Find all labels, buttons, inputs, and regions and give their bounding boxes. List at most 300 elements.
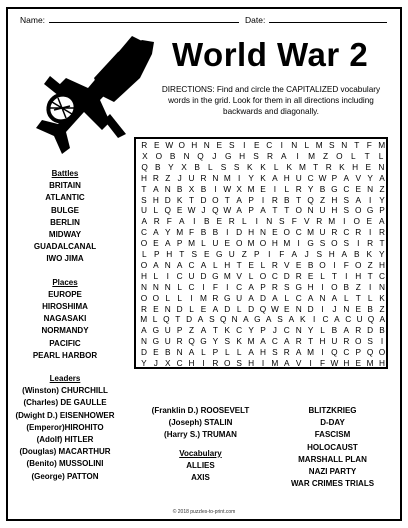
grid-letter[interactable]: T [313,161,319,172]
grid-letter[interactable]: D [248,303,255,314]
grid-letter[interactable]: S [343,238,350,249]
grid-letter[interactable]: M [307,227,315,238]
grid-letter[interactable]: B [379,325,385,336]
grid-letter[interactable]: X [142,150,148,161]
grid-letter[interactable]: M [307,347,315,358]
grid-letter[interactable]: Y [248,172,254,183]
grid-letter[interactable]: G [152,325,160,336]
grid-letter[interactable]: Q [331,347,338,358]
grid-letter[interactable]: O [354,336,362,347]
grid-letter[interactable]: R [331,227,338,238]
grid-letter[interactable]: L [273,161,279,172]
grid-letter[interactable]: U [228,249,235,259]
grid-letter[interactable]: A [341,249,348,259]
grid-letter[interactable]: D [283,270,290,281]
grid-letter[interactable]: L [208,161,213,172]
grid-letter[interactable]: I [166,270,169,281]
grid-letter[interactable]: I [321,303,324,314]
grid-letter[interactable]: X [236,183,242,194]
grid-letter[interactable]: T [189,194,195,205]
grid-letter[interactable]: L [224,347,230,358]
grid-letter[interactable]: I [368,227,372,238]
grid-letter[interactable]: Q [219,314,227,325]
grid-letter[interactable]: Z [379,183,385,194]
grid-letter[interactable]: C [295,227,302,238]
grid-letter[interactable]: P [176,238,183,249]
grid-letter[interactable]: J [304,249,309,259]
grid-letter[interactable]: I [380,336,384,347]
grid-letter[interactable]: E [203,249,210,259]
grid-letter[interactable]: O [354,205,362,216]
grid-letter[interactable]: Y [141,358,147,368]
name-field[interactable] [20,15,239,25]
grid-letter[interactable]: L [248,270,254,281]
grid-letter[interactable]: I [190,292,193,303]
grid-letter[interactable]: D [259,292,266,303]
grid-letter[interactable]: U [140,205,147,216]
grid-letter[interactable]: A [379,314,386,325]
grid-letter[interactable]: U [356,314,363,325]
grid-letter[interactable]: Z [319,194,326,205]
grid-letter[interactable]: Y [379,194,385,205]
grid-letter[interactable]: N [140,336,147,347]
grid-letter[interactable]: H [188,358,195,368]
grid-letter[interactable]: J [201,205,206,216]
grid-letter[interactable]: L [236,303,242,314]
grid-letter[interactable]: S [220,161,227,172]
grid-letter[interactable]: A [212,303,219,314]
grid-letter[interactable]: S [277,314,283,325]
grid-letter[interactable]: A [378,216,385,227]
grid-letter[interactable]: M [200,292,207,303]
grid-letter[interactable]: Z [189,325,195,336]
grid-letter[interactable]: M [328,216,336,227]
grid-letter[interactable]: H [140,172,147,183]
grid-letter[interactable]: M [283,238,291,249]
grid-letter[interactable]: C [345,314,352,325]
grid-letter[interactable]: C [271,336,278,347]
grid-letter[interactable]: T [236,259,242,270]
grid-letter[interactable]: B [319,183,326,194]
grid-letter[interactable]: O [155,150,163,161]
grid-letter[interactable]: A [153,259,159,270]
grid-letter[interactable]: O [259,238,267,249]
grid-letter[interactable]: E [153,140,160,150]
grid-letter[interactable]: U [319,227,326,238]
grid-letter[interactable]: H [248,358,255,368]
grid-letter[interactable]: F [366,140,372,150]
grid-letter[interactable]: O [140,292,148,303]
grid-letter[interactable]: R [325,161,332,172]
grid-letter[interactable]: E [307,270,314,281]
grid-letter[interactable]: F [291,216,297,227]
grid-letter[interactable]: L [378,150,384,161]
grid-letter[interactable]: H [271,238,278,249]
grid-letter[interactable]: G [366,205,374,216]
grid-letter[interactable]: A [141,325,147,336]
grid-letter[interactable]: L [241,216,247,227]
grid-letter[interactable]: G [216,249,223,259]
grid-letter[interactable]: P [248,205,254,216]
grid-letter[interactable]: E [355,303,361,314]
grid-letter[interactable]: T [272,205,278,216]
grid-letter[interactable]: S [228,140,235,150]
grid-letter[interactable]: C [188,259,195,270]
grid-letter[interactable]: K [366,249,373,259]
grid-letter[interactable]: C [176,270,183,281]
grid-letter[interactable]: A [200,259,207,270]
grid-letter[interactable]: C [236,281,243,292]
grid-letter[interactable]: B [164,347,171,358]
grid-letter[interactable]: P [331,172,338,183]
grid-letter[interactable]: A [343,325,350,336]
grid-letter[interactable]: N [231,314,238,325]
grid-letter[interactable]: U [164,336,171,347]
grid-letter[interactable]: E [253,140,260,150]
grid-letter[interactable]: T [175,314,181,325]
grid-letter[interactable]: T [296,194,302,205]
grid-letter[interactable]: R [316,216,323,227]
grid-letter[interactable]: I [255,216,258,227]
grid-letter[interactable]: T [364,150,370,161]
grid-letter[interactable]: Z [241,249,247,259]
grid-letter[interactable]: D [164,194,171,205]
grid-letter[interactable]: F [343,259,349,270]
grid-letter[interactable]: G [254,314,261,325]
grid-letter[interactable]: A [281,150,287,161]
grid-letter[interactable]: C [343,227,350,238]
grid-letter[interactable]: D [186,314,193,325]
grid-letter[interactable]: O [331,238,338,249]
grid-letter[interactable]: R [152,172,159,183]
grid-letter[interactable]: I [261,358,265,368]
grid-letter[interactable]: Q [163,314,170,325]
grid-letter[interactable]: N [212,172,219,183]
grid-letter[interactable]: C [379,270,386,281]
grid-letter[interactable]: A [200,325,207,336]
grid-letter[interactable]: S [209,314,215,325]
grid-letter[interactable]: O [259,270,267,281]
grid-letter[interactable]: N [176,347,183,358]
grid-letter[interactable]: L [201,347,206,358]
grid-letter[interactable]: H [307,281,314,292]
grid-letter[interactable]: A [260,205,266,216]
grid-letter[interactable]: N [295,303,302,314]
grid-letter[interactable]: I [273,183,277,194]
grid-letter[interactable]: R [271,281,278,292]
grid-letter[interactable]: I [202,281,205,292]
grid-letter[interactable]: O [283,227,291,238]
grid-letter[interactable]: K [379,292,385,303]
grid-letter[interactable]: N [140,281,147,292]
grid-letter[interactable]: T [331,270,337,281]
grid-letter[interactable]: M [299,161,306,172]
grid-letter[interactable]: I [312,314,316,325]
grid-letter[interactable]: O [140,259,148,270]
grid-letter[interactable]: Y [307,325,314,336]
grid-letter[interactable]: G [331,183,338,194]
grid-letter[interactable]: B [200,227,207,238]
grid-letter[interactable]: Q [259,303,267,314]
grid-letter[interactable]: D [176,303,183,314]
grid-letter[interactable]: B [203,216,210,227]
grid-letter[interactable]: S [191,249,198,259]
grid-letter[interactable]: T [367,270,373,281]
grid-letter[interactable]: X [181,161,187,172]
grid-letter[interactable]: Y [378,249,385,259]
grid-letter[interactable]: P [379,205,385,216]
grid-letter[interactable]: G [225,150,232,161]
grid-letter[interactable]: E [272,227,278,238]
grid-letter[interactable]: H [140,270,147,281]
grid-letter[interactable]: Q [367,314,375,325]
grid-letter[interactable]: C [188,281,195,292]
grid-letter[interactable]: A [284,336,290,347]
grid-letter[interactable]: B [176,183,183,194]
grid-letter[interactable]: N [203,140,210,150]
grid-letter[interactable]: I [368,194,372,205]
grid-letter[interactable]: B [194,161,200,172]
grid-letter[interactable]: I [343,216,346,227]
grid-letter[interactable]: F [319,358,326,368]
grid-letter[interactable]: A [343,172,350,183]
grid-letter[interactable]: M [176,227,184,238]
grid-letter[interactable]: P [212,347,219,358]
grid-letter[interactable]: K [260,172,266,183]
grid-letter[interactable]: V [303,216,310,227]
grid-letter[interactable]: B [284,194,290,205]
grid-letter[interactable]: A [331,292,338,303]
grid-letter[interactable]: N [291,140,298,150]
date-line[interactable] [269,15,387,23]
grid-letter[interactable]: Z [355,281,361,292]
grid-letter[interactable]: P [260,281,266,292]
grid-letter[interactable]: U [295,172,302,183]
grid-letter[interactable]: R [367,238,374,249]
grid-letter[interactable]: M [247,183,255,194]
grid-letter[interactable]: A [288,314,295,325]
grid-letter[interactable]: H [328,249,335,259]
grid-letter[interactable]: T [179,249,185,259]
grid-letter[interactable]: B [307,259,314,270]
grid-letter[interactable]: L [304,140,310,150]
grid-letter[interactable]: O [295,205,302,216]
grid-letter[interactable]: H [379,358,386,368]
grid-letter[interactable]: D [200,194,207,205]
grid-letter[interactable]: W [223,183,232,194]
grid-letter[interactable]: N [319,292,326,303]
grid-letter[interactable]: Q [188,336,195,347]
grid-letter[interactable]: I [368,281,372,292]
grid-letter[interactable]: H [355,270,362,281]
grid-letter[interactable]: E [355,358,361,368]
grid-letter[interactable]: L [367,292,373,303]
grid-letter[interactable]: C [322,314,329,325]
grid-letter[interactable]: O [336,150,343,161]
grid-letter[interactable]: R [295,183,302,194]
grid-letter[interactable]: R [176,336,183,347]
grid-letter[interactable]: K [260,161,266,172]
grid-letter[interactable]: N [343,303,350,314]
grid-letter[interactable]: G [212,270,219,281]
grid-letter[interactable]: E [248,259,254,270]
grid-letter[interactable]: R [266,150,273,161]
grid-letter[interactable]: E [284,303,290,314]
grid-letter[interactable]: R [140,303,147,314]
grid-letter[interactable]: I [321,347,324,358]
grid-letter[interactable]: I [309,358,312,368]
grid-letter[interactable]: B [200,183,207,194]
grid-letter[interactable]: R [228,216,235,227]
grid-letter[interactable]: I [226,281,229,292]
grid-letter[interactable]: H [283,172,290,183]
grid-letter[interactable]: E [153,238,159,249]
grid-letter[interactable]: S [272,347,278,358]
grid-letter[interactable]: Y [248,325,254,336]
grid-letter[interactable]: L [165,292,171,303]
grid-letter[interactable]: M [188,238,196,249]
grid-letter[interactable]: H [343,358,350,368]
grid-letter[interactable]: O [331,281,338,292]
grid-letter[interactable]: H [248,227,255,238]
grid-letter[interactable]: K [176,194,183,205]
grid-letter[interactable]: M [223,270,231,281]
grid-letter[interactable]: M [271,358,279,368]
grid-letter[interactable]: H [319,336,326,347]
grid-letter[interactable]: J [153,358,158,368]
grid-letter[interactable]: L [236,347,242,358]
grid-letter[interactable]: S [141,194,147,205]
grid-letter[interactable]: L [177,281,182,292]
grid-letter[interactable]: H [259,347,266,358]
grid-letter[interactable]: B [367,303,373,314]
grid-letter[interactable]: E [153,303,159,314]
grid-letter[interactable]: I [214,183,217,194]
grid-letter[interactable]: A [334,314,340,325]
grid-letter[interactable]: H [331,194,338,205]
grid-letter[interactable]: F [212,281,218,292]
grid-letter[interactable]: N [164,259,171,270]
grid-letter[interactable]: W [165,140,174,150]
grid-letter[interactable]: A [141,216,148,227]
grid-letter[interactable]: J [332,303,337,314]
grid-letter[interactable]: D [140,347,147,358]
grid-letter[interactable]: P [176,325,183,336]
grid-letter[interactable]: E [260,183,266,194]
grid-letter[interactable]: A [272,292,278,303]
grid-letter[interactable]: F [279,249,285,259]
grid-letter[interactable]: N [164,281,171,292]
grid-letter[interactable]: I [345,270,348,281]
grid-letter[interactable]: H [224,259,231,270]
grid-letter[interactable]: P [153,249,160,259]
grid-letter[interactable]: A [272,172,278,183]
grid-letter[interactable]: L [284,183,290,194]
grid-letter[interactable]: A [153,227,159,238]
grid-letter[interactable]: O [354,259,362,270]
grid-letter[interactable]: Y [168,161,174,172]
grid-letter[interactable]: S [367,336,373,347]
grid-letter[interactable]: R [283,347,290,358]
grid-letter[interactable]: E [224,238,231,249]
grid-letter[interactable]: N [164,303,171,314]
grid-letter[interactable]: M [247,336,255,347]
grid-letter[interactable]: K [286,161,293,172]
grid-letter[interactable]: M [223,172,231,183]
grid-letter[interactable]: Z [322,150,329,161]
grid-letter[interactable]: A [248,347,254,358]
grid-letter[interactable]: A [248,281,254,292]
grid-letter[interactable]: S [253,150,259,161]
grid-letter[interactable]: R [355,325,362,336]
grid-letter[interactable]: T [355,292,361,303]
grid-letter[interactable]: R [200,172,207,183]
grid-letter[interactable]: A [197,314,204,325]
grid-letter[interactable]: O [378,347,386,358]
grid-letter[interactable]: E [200,303,207,314]
grid-letter[interactable]: L [260,259,266,270]
grid-letter[interactable]: O [152,292,160,303]
grid-letter[interactable]: U [188,270,195,281]
grid-letter[interactable]: C [176,358,183,368]
grid-letter[interactable]: E [365,161,372,172]
grid-letter[interactable]: R [141,140,148,150]
grid-letter[interactable]: R [343,336,350,347]
grid-letter[interactable]: U [331,336,338,347]
grid-letter[interactable]: N [183,150,190,161]
grid-letter[interactable]: S [233,161,240,172]
grid-letter[interactable]: M [378,140,386,150]
grid-letter[interactable]: N [307,205,314,216]
grid-letter[interactable]: G [200,336,207,347]
grid-letter[interactable]: N [266,216,273,227]
grid-letter[interactable]: N [164,183,171,194]
grid-letter[interactable]: Q [366,347,374,358]
grid-letter[interactable]: L [344,292,349,303]
grid-letter[interactable]: A [176,259,183,270]
grid-letter[interactable]: T [212,325,218,336]
grid-letter[interactable]: L [201,238,206,249]
grid-letter[interactable]: V [284,259,290,270]
grid-letter[interactable]: Q [141,161,148,172]
grid-letter[interactable]: I [238,172,241,183]
grid-letter[interactable]: I [202,358,205,368]
grid-letter[interactable]: U [236,292,243,303]
grid-letter[interactable]: N [367,183,374,194]
grid-letter[interactable]: A [260,336,266,347]
grid-letter[interactable]: Y [307,183,314,194]
grid-letter[interactable]: S [328,140,335,150]
grid-letter[interactable]: P [355,347,361,358]
grid-letter[interactable]: C [236,325,243,336]
grid-letter[interactable]: M [315,140,323,150]
grid-letter[interactable]: N [341,140,348,150]
grid-letter[interactable]: I [193,216,196,227]
grid-letter[interactable]: L [350,150,356,161]
grid-letter[interactable]: Q [197,150,204,161]
grid-letter[interactable]: X [188,183,195,194]
grid-letter[interactable]: M [366,358,374,368]
grid-letter[interactable]: N [152,281,159,292]
grid-letter[interactable]: U [319,205,326,216]
grid-letter[interactable]: C [295,292,302,303]
grid-letter[interactable]: C [266,140,273,150]
grid-letter[interactable]: S [278,216,285,227]
grid-letter[interactable]: R [212,358,219,368]
grid-letter[interactable]: N [379,281,386,292]
grid-letter[interactable]: I [297,238,300,249]
grid-letter[interactable]: A [307,292,314,303]
